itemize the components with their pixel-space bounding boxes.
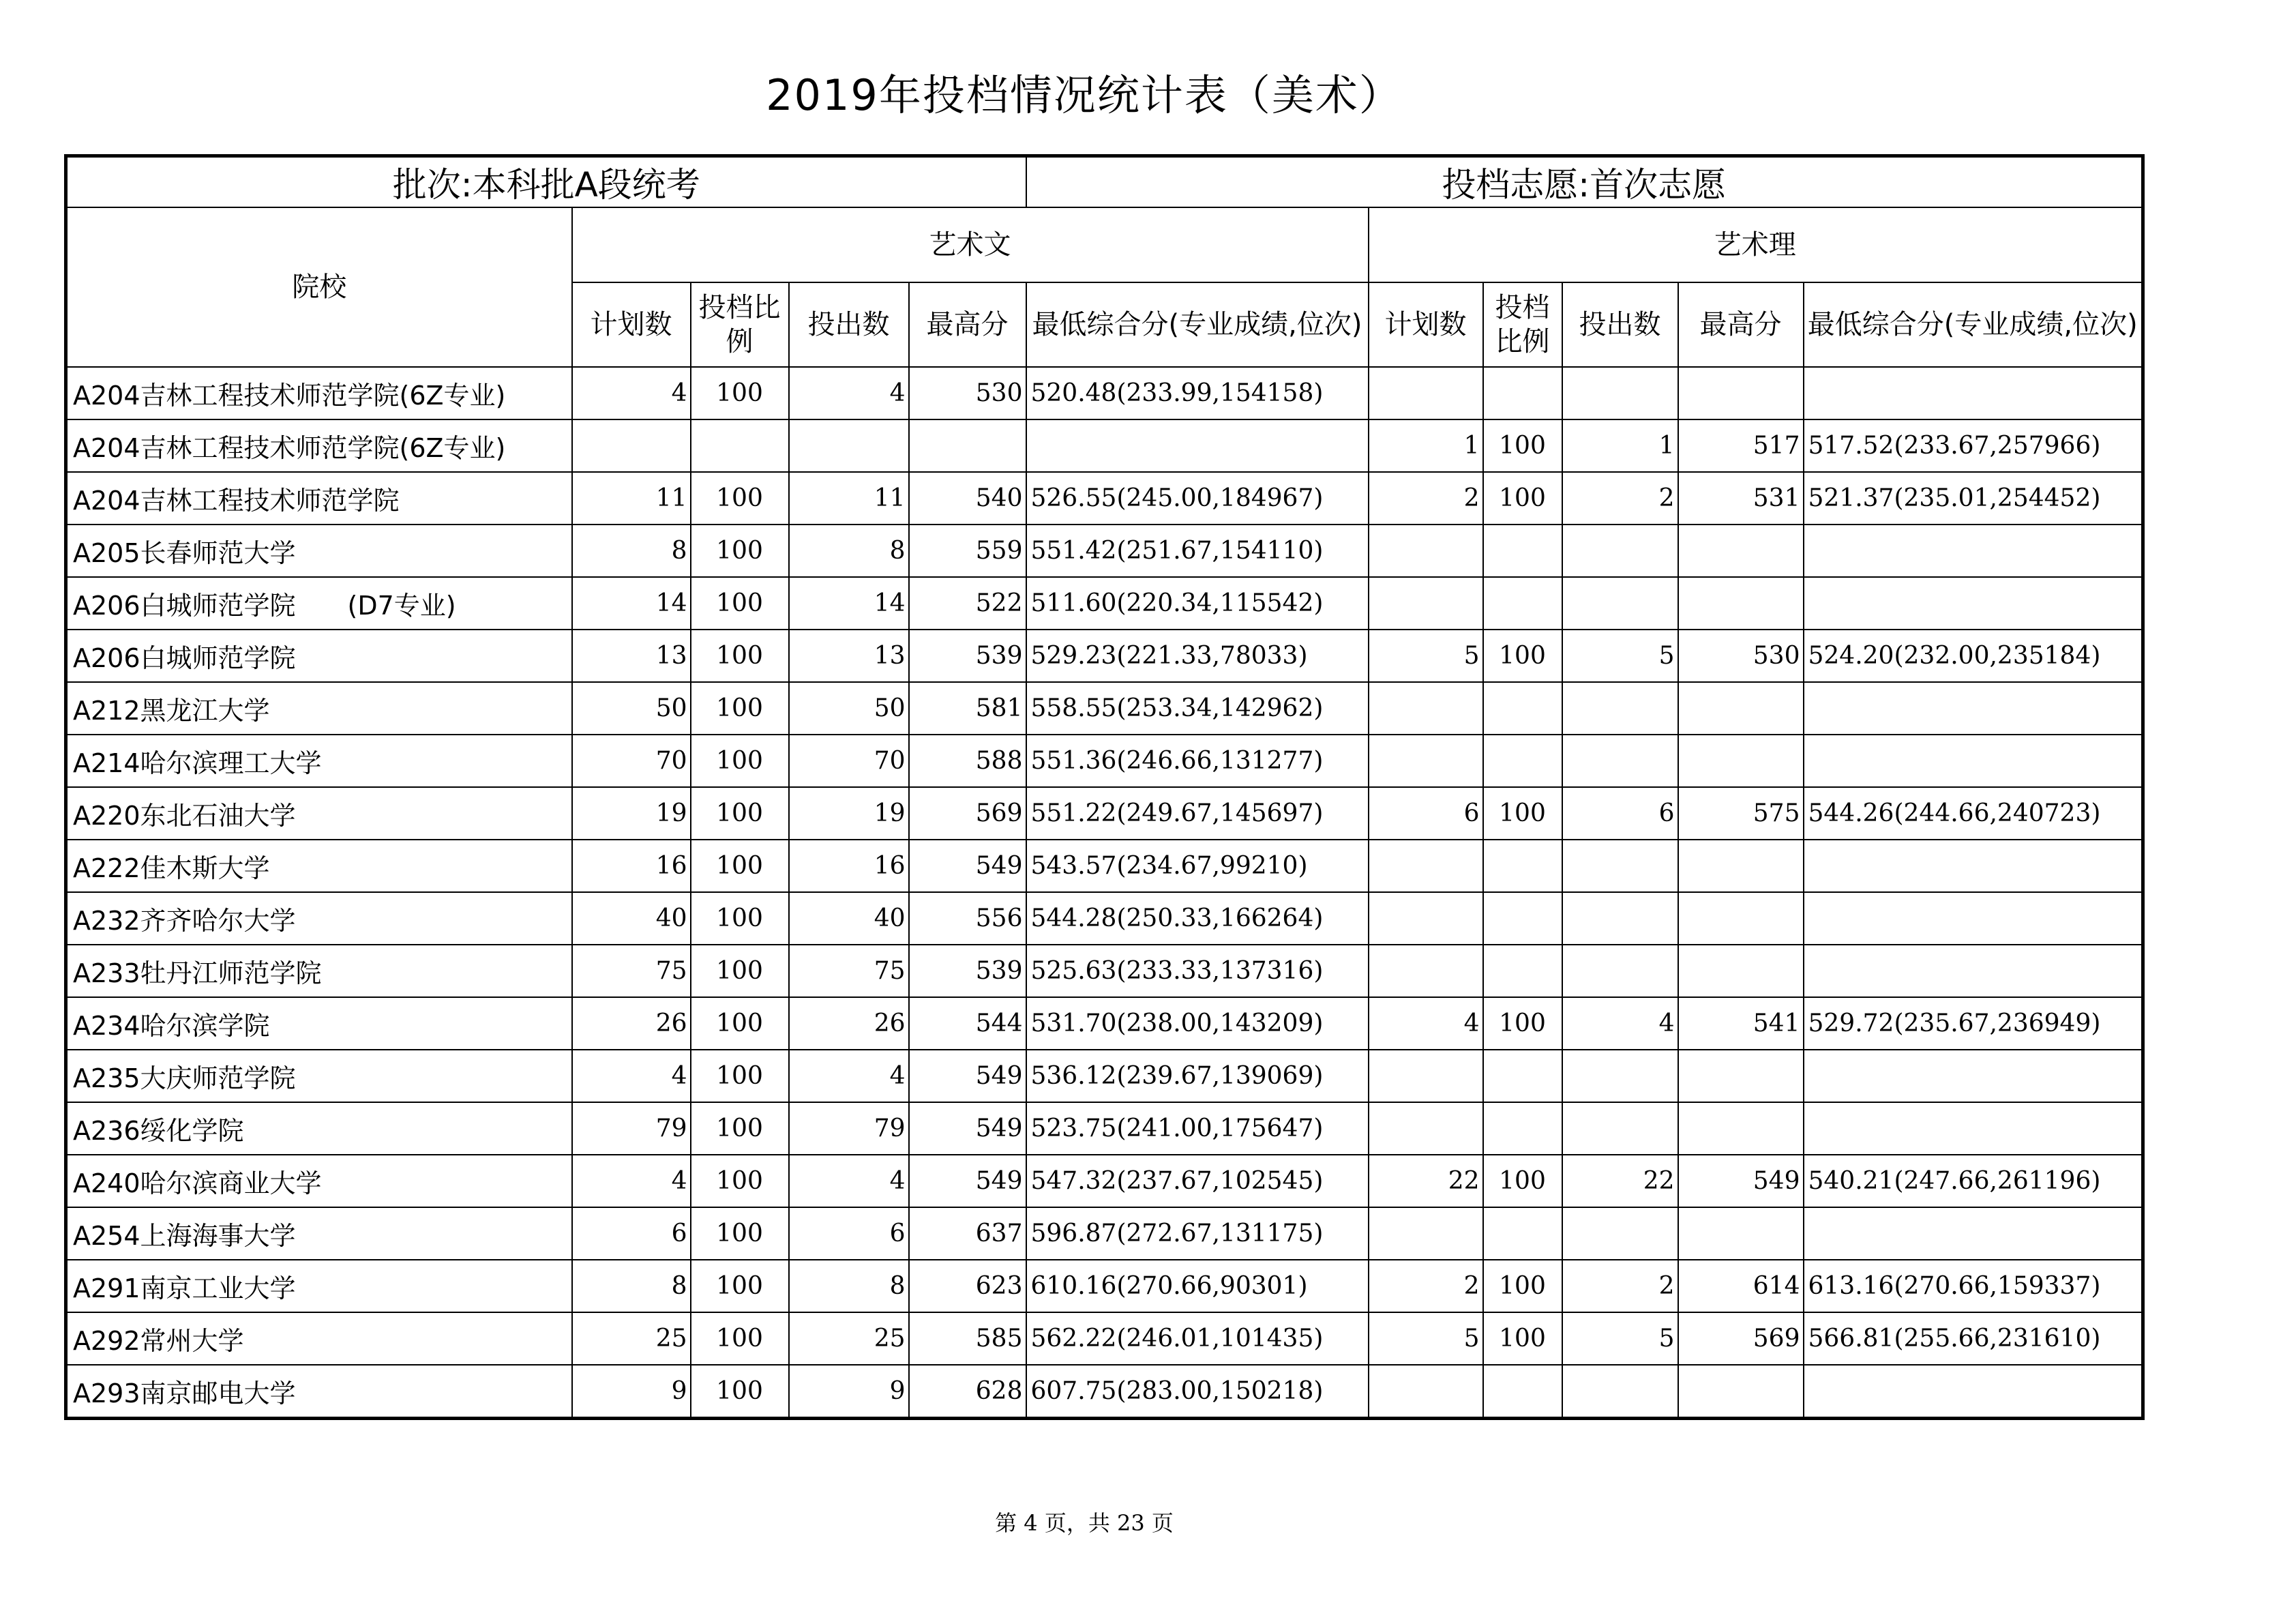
- cell-wen-ratio: 100: [691, 892, 789, 945]
- cell-wen-ratio: 100: [691, 787, 789, 840]
- page-title: 2019年投档情况统计表（美术）: [766, 70, 1403, 120]
- cell-li-min: 540.21(247.66,261196): [1804, 1155, 2143, 1207]
- cell-wen-ratio: 100: [691, 1207, 789, 1260]
- cell-wen-plan: 14: [572, 577, 691, 630]
- cell-school: A236绥化学院: [66, 1102, 572, 1155]
- header-wen-ratio: 投档比例: [691, 282, 789, 367]
- table-row: [66, 892, 2143, 945]
- cell-li-sent: [1562, 1050, 1678, 1102]
- cell-wen-sent: 8: [789, 1260, 909, 1312]
- cell-wen-sent: 6: [789, 1207, 909, 1260]
- cell-li-sent: [1562, 1365, 1678, 1419]
- cell-li-plan: [1369, 892, 1483, 945]
- cell-li-min: [1804, 945, 2143, 997]
- page-footer: 第 4 页，共 23 页: [995, 1510, 1174, 1536]
- cell-wen-max: 522: [909, 577, 1026, 630]
- cell-wen-plan: 8: [572, 1260, 691, 1312]
- cell-wen-min: 551.42(251.67,154110): [1026, 525, 1369, 577]
- table-row: [66, 1260, 2143, 1312]
- cell-school: A292常州大学: [66, 1312, 572, 1365]
- cell-wen-ratio: 100: [691, 945, 789, 997]
- cell-li-plan: [1369, 1102, 1483, 1155]
- header-wen-min: 最低综合分(专业成绩,位次): [1026, 282, 1369, 367]
- table-row: [66, 1050, 2143, 1102]
- header-li-min: 最低综合分(专业成绩,位次): [1804, 282, 2143, 367]
- cell-wen-ratio: 100: [691, 1260, 789, 1312]
- admission-table: [64, 154, 2145, 1420]
- cell-wen-sent: 9: [789, 1365, 909, 1419]
- cell-wen-sent: 50: [789, 682, 909, 735]
- cell-li-max: 531: [1678, 472, 1804, 525]
- table-row: [66, 1207, 2143, 1260]
- cell-school: A204吉林工程技术师范学院(6Z专业): [66, 367, 572, 419]
- cell-wen-plan: 79: [572, 1102, 691, 1155]
- cell-li-ratio: 100: [1483, 419, 1562, 472]
- cell-li-max: 569: [1678, 1312, 1804, 1365]
- cell-wen-max: 549: [909, 1155, 1026, 1207]
- cell-wen-sent: 19: [789, 787, 909, 840]
- table-row: [66, 472, 2143, 525]
- cell-school: A291南京工业大学: [66, 1260, 572, 1312]
- round-label: 投档志愿:首次志愿: [1026, 156, 2143, 208]
- cell-wen-min: 558.55(253.34,142962): [1026, 682, 1369, 735]
- cell-school: A206白城师范学院 (D7专业): [66, 577, 572, 630]
- cell-wen-plan: 70: [572, 735, 691, 787]
- cell-li-min: 517.52(233.67,257966): [1804, 419, 2143, 472]
- cell-li-plan: [1369, 682, 1483, 735]
- cell-wen-ratio: 100: [691, 1365, 789, 1419]
- cell-wen-min: 511.60(220.34,115542): [1026, 577, 1369, 630]
- cell-li-sent: [1562, 892, 1678, 945]
- cell-li-max: [1678, 367, 1804, 419]
- cell-wen-max: 556: [909, 892, 1026, 945]
- cell-li-ratio: [1483, 945, 1562, 997]
- cell-wen-max: [909, 419, 1026, 472]
- cell-wen-min: 610.16(270.66,90301): [1026, 1260, 1369, 1312]
- batch-label: 批次:本科批A段统考: [66, 156, 1026, 208]
- cell-wen-plan: 16: [572, 840, 691, 892]
- cell-li-ratio: 100: [1483, 1155, 1562, 1207]
- cell-school: A240哈尔滨商业大学: [66, 1155, 572, 1207]
- cell-li-max: [1678, 1102, 1804, 1155]
- cell-wen-max: 588: [909, 735, 1026, 787]
- cell-wen-min: 523.75(241.00,175647): [1026, 1102, 1369, 1155]
- cell-wen-min: 536.12(239.67,139069): [1026, 1050, 1369, 1102]
- cell-wen-max: 569: [909, 787, 1026, 840]
- cell-li-min: [1804, 1102, 2143, 1155]
- table-row: [66, 525, 2143, 577]
- cell-li-ratio: 100: [1483, 1260, 1562, 1312]
- header-wen-plan: 计划数: [572, 282, 691, 367]
- cell-li-ratio: [1483, 525, 1562, 577]
- cell-li-sent: 4: [1562, 997, 1678, 1050]
- cell-school: A254上海海事大学: [66, 1207, 572, 1260]
- cell-li-sent: [1562, 367, 1678, 419]
- cell-school: A235大庆师范学院: [66, 1050, 572, 1102]
- cell-li-max: [1678, 682, 1804, 735]
- cell-wen-sent: 26: [789, 997, 909, 1050]
- cell-li-ratio: [1483, 735, 1562, 787]
- table-row: [66, 367, 2143, 419]
- cell-wen-ratio: 100: [691, 472, 789, 525]
- cell-li-ratio: 100: [1483, 997, 1562, 1050]
- cell-li-plan: 6: [1369, 787, 1483, 840]
- cell-wen-plan: 11: [572, 472, 691, 525]
- cell-wen-ratio: [691, 419, 789, 472]
- cell-wen-ratio: 100: [691, 1155, 789, 1207]
- cell-li-plan: [1369, 840, 1483, 892]
- cell-li-sent: [1562, 840, 1678, 892]
- cell-wen-max: 585: [909, 1312, 1026, 1365]
- table-row: [66, 787, 2143, 840]
- cell-li-ratio: [1483, 682, 1562, 735]
- cell-wen-min: 551.36(246.66,131277): [1026, 735, 1369, 787]
- cell-li-plan: 4: [1369, 997, 1483, 1050]
- cell-li-plan: 1: [1369, 419, 1483, 472]
- header-wen-max: 最高分: [909, 282, 1026, 367]
- cell-school: A232齐齐哈尔大学: [66, 892, 572, 945]
- cell-wen-max: 544: [909, 997, 1026, 1050]
- cell-li-sent: 1: [1562, 419, 1678, 472]
- table-row: [66, 1365, 2143, 1419]
- table-row: [66, 419, 2143, 472]
- cell-li-sent: 5: [1562, 630, 1678, 682]
- cell-wen-plan: 8: [572, 525, 691, 577]
- table-row: [66, 997, 2143, 1050]
- table-row: [66, 1102, 2143, 1155]
- cell-wen-min: 520.48(233.99,154158): [1026, 367, 1369, 419]
- cell-li-min: 529.72(235.67,236949): [1804, 997, 2143, 1050]
- header-group-wen: 艺术文: [572, 207, 1369, 282]
- cell-li-max: [1678, 840, 1804, 892]
- cell-wen-ratio: 100: [691, 682, 789, 735]
- cell-li-max: [1678, 735, 1804, 787]
- batch-band-row: [66, 156, 2143, 208]
- cell-wen-min: 547.32(237.67,102545): [1026, 1155, 1369, 1207]
- cell-li-sent: [1562, 945, 1678, 997]
- cell-li-max: [1678, 1365, 1804, 1419]
- cell-li-max: [1678, 892, 1804, 945]
- cell-li-max: 541: [1678, 997, 1804, 1050]
- cell-wen-sent: 13: [789, 630, 909, 682]
- table-row: [66, 1312, 2143, 1365]
- table-body: [66, 367, 2143, 1419]
- cell-wen-min: 543.57(234.67,99210): [1026, 840, 1369, 892]
- cell-li-sent: 6: [1562, 787, 1678, 840]
- cell-li-min: [1804, 525, 2143, 577]
- cell-wen-max: 559: [909, 525, 1026, 577]
- cell-li-sent: [1562, 525, 1678, 577]
- cell-li-min: [1804, 577, 2143, 630]
- cell-li-ratio: 100: [1483, 630, 1562, 682]
- cell-li-min: [1804, 1365, 2143, 1419]
- cell-li-max: 614: [1678, 1260, 1804, 1312]
- cell-wen-sent: 14: [789, 577, 909, 630]
- cell-wen-min: 529.23(221.33,78033): [1026, 630, 1369, 682]
- cell-li-ratio: [1483, 1102, 1562, 1155]
- cell-wen-max: 530: [909, 367, 1026, 419]
- header-li-sent: 投出数: [1562, 282, 1678, 367]
- cell-school: A222佳木斯大学: [66, 840, 572, 892]
- cell-wen-min: [1026, 419, 1369, 472]
- cell-li-plan: 5: [1369, 1312, 1483, 1365]
- cell-li-sent: 2: [1562, 1260, 1678, 1312]
- cell-li-min: 566.81(255.66,231610): [1804, 1312, 2143, 1365]
- cell-school: A234哈尔滨学院: [66, 997, 572, 1050]
- cell-li-plan: 5: [1369, 630, 1483, 682]
- cell-wen-plan: 50: [572, 682, 691, 735]
- cell-li-min: [1804, 1050, 2143, 1102]
- cell-wen-max: 628: [909, 1365, 1026, 1419]
- cell-wen-ratio: 100: [691, 1102, 789, 1155]
- table-row: [66, 735, 2143, 787]
- cell-li-max: [1678, 577, 1804, 630]
- cell-li-sent: 22: [1562, 1155, 1678, 1207]
- cell-li-max: [1678, 1050, 1804, 1102]
- cell-li-ratio: [1483, 367, 1562, 419]
- cell-wen-ratio: 100: [691, 630, 789, 682]
- cell-school: A205长春师范大学: [66, 525, 572, 577]
- table-row: [66, 945, 2143, 997]
- cell-li-plan: [1369, 1050, 1483, 1102]
- cell-wen-max: 549: [909, 1102, 1026, 1155]
- cell-wen-ratio: 100: [691, 525, 789, 577]
- table-row: [66, 840, 2143, 892]
- cell-school: A204吉林工程技术师范学院(6Z专业): [66, 419, 572, 472]
- cell-li-min: 544.26(244.66,240723): [1804, 787, 2143, 840]
- cell-wen-plan: 25: [572, 1312, 691, 1365]
- cell-li-min: 521.37(235.01,254452): [1804, 472, 2143, 525]
- cell-li-min: 524.20(232.00,235184): [1804, 630, 2143, 682]
- cell-wen-min: 607.75(283.00,150218): [1026, 1365, 1369, 1419]
- cell-li-plan: [1369, 945, 1483, 997]
- cell-wen-ratio: 100: [691, 735, 789, 787]
- cell-li-plan: [1369, 525, 1483, 577]
- cell-wen-sent: 11: [789, 472, 909, 525]
- cell-wen-plan: 13: [572, 630, 691, 682]
- cell-li-sent: [1562, 682, 1678, 735]
- cell-li-ratio: [1483, 1207, 1562, 1260]
- cell-wen-ratio: 100: [691, 367, 789, 419]
- cell-li-plan: [1369, 1207, 1483, 1260]
- cell-li-sent: 5: [1562, 1312, 1678, 1365]
- cell-wen-ratio: 100: [691, 1050, 789, 1102]
- cell-li-plan: [1369, 367, 1483, 419]
- header-group-li: 艺术理: [1369, 207, 2143, 282]
- cell-wen-plan: 40: [572, 892, 691, 945]
- cell-wen-max: 549: [909, 840, 1026, 892]
- table-row: [66, 630, 2143, 682]
- cell-li-ratio: 100: [1483, 787, 1562, 840]
- cell-wen-min: 596.87(272.67,131175): [1026, 1207, 1369, 1260]
- cell-li-plan: 2: [1369, 1260, 1483, 1312]
- cell-li-sent: [1562, 735, 1678, 787]
- cell-li-ratio: 100: [1483, 1312, 1562, 1365]
- cell-wen-max: 539: [909, 945, 1026, 997]
- cell-wen-sent: 79: [789, 1102, 909, 1155]
- cell-wen-ratio: 100: [691, 1312, 789, 1365]
- cell-wen-max: 539: [909, 630, 1026, 682]
- cell-li-sent: [1562, 1102, 1678, 1155]
- table-row: [66, 682, 2143, 735]
- cell-li-sent: [1562, 1207, 1678, 1260]
- cell-wen-max: 540: [909, 472, 1026, 525]
- cell-wen-sent: 16: [789, 840, 909, 892]
- cell-wen-ratio: 100: [691, 997, 789, 1050]
- cell-wen-plan: 4: [572, 1155, 691, 1207]
- cell-wen-sent: 4: [789, 1050, 909, 1102]
- cell-li-plan: [1369, 577, 1483, 630]
- cell-school: A293南京邮电大学: [66, 1365, 572, 1419]
- cell-wen-plan: 75: [572, 945, 691, 997]
- cell-wen-plan: 6: [572, 1207, 691, 1260]
- cell-wen-plan: 4: [572, 367, 691, 419]
- header-row-groups: [66, 207, 2143, 282]
- cell-li-plan: [1369, 735, 1483, 787]
- cell-wen-sent: [789, 419, 909, 472]
- cell-li-min: 613.16(270.66,159337): [1804, 1260, 2143, 1312]
- cell-wen-sent: 75: [789, 945, 909, 997]
- cell-li-ratio: 100: [1483, 472, 1562, 525]
- cell-wen-plan: 19: [572, 787, 691, 840]
- header-wen-sent: 投出数: [789, 282, 909, 367]
- cell-li-ratio: [1483, 840, 1562, 892]
- cell-wen-min: 531.70(238.00,143209): [1026, 997, 1369, 1050]
- cell-li-min: [1804, 1207, 2143, 1260]
- table-row: [66, 577, 2143, 630]
- cell-wen-plan: 4: [572, 1050, 691, 1102]
- cell-li-max: [1678, 945, 1804, 997]
- cell-wen-sent: 70: [789, 735, 909, 787]
- cell-li-sent: 2: [1562, 472, 1678, 525]
- cell-li-ratio: [1483, 577, 1562, 630]
- header-li-ratio: 投档比例: [1483, 282, 1562, 367]
- cell-li-min: [1804, 735, 2143, 787]
- cell-li-ratio: [1483, 892, 1562, 945]
- cell-li-sent: [1562, 577, 1678, 630]
- cell-school: A204吉林工程技术师范学院: [66, 472, 572, 525]
- cell-wen-min: 544.28(250.33,166264): [1026, 892, 1369, 945]
- cell-wen-min: 525.63(233.33,137316): [1026, 945, 1369, 997]
- cell-school: A206白城师范学院: [66, 630, 572, 682]
- cell-li-ratio: [1483, 1365, 1562, 1419]
- cell-wen-plan: [572, 419, 691, 472]
- header-li-max: 最高分: [1678, 282, 1804, 367]
- cell-wen-sent: 4: [789, 367, 909, 419]
- cell-li-max: 575: [1678, 787, 1804, 840]
- cell-wen-max: 549: [909, 1050, 1026, 1102]
- cell-li-max: 530: [1678, 630, 1804, 682]
- cell-wen-max: 581: [909, 682, 1026, 735]
- cell-wen-sent: 4: [789, 1155, 909, 1207]
- cell-li-plan: 2: [1369, 472, 1483, 525]
- cell-wen-ratio: 100: [691, 840, 789, 892]
- cell-wen-min: 526.55(245.00,184967): [1026, 472, 1369, 525]
- cell-wen-ratio: 100: [691, 577, 789, 630]
- cell-school: A233牡丹江师范学院: [66, 945, 572, 997]
- cell-wen-min: 551.22(249.67,145697): [1026, 787, 1369, 840]
- cell-li-max: [1678, 525, 1804, 577]
- cell-wen-max: 623: [909, 1260, 1026, 1312]
- cell-li-min: [1804, 892, 2143, 945]
- cell-wen-max: 637: [909, 1207, 1026, 1260]
- cell-li-plan: [1369, 1365, 1483, 1419]
- cell-wen-plan: 9: [572, 1365, 691, 1419]
- cell-li-min: [1804, 840, 2143, 892]
- cell-wen-sent: 8: [789, 525, 909, 577]
- cell-wen-sent: 40: [789, 892, 909, 945]
- cell-school: A214哈尔滨理工大学: [66, 735, 572, 787]
- cell-school: A220东北石油大学: [66, 787, 572, 840]
- cell-li-max: [1678, 1207, 1804, 1260]
- table-row: [66, 1155, 2143, 1207]
- cell-li-ratio: [1483, 1050, 1562, 1102]
- header-li-plan: 计划数: [1369, 282, 1483, 367]
- cell-li-min: [1804, 367, 2143, 419]
- cell-school: A212黑龙江大学: [66, 682, 572, 735]
- cell-wen-min: 562.22(246.01,101435): [1026, 1312, 1369, 1365]
- cell-wen-plan: 26: [572, 997, 691, 1050]
- cell-wen-sent: 25: [789, 1312, 909, 1365]
- cell-li-plan: 22: [1369, 1155, 1483, 1207]
- header-school: 院校: [66, 207, 572, 367]
- cell-li-max: 517: [1678, 419, 1804, 472]
- cell-li-max: 549: [1678, 1155, 1804, 1207]
- cell-li-min: [1804, 682, 2143, 735]
